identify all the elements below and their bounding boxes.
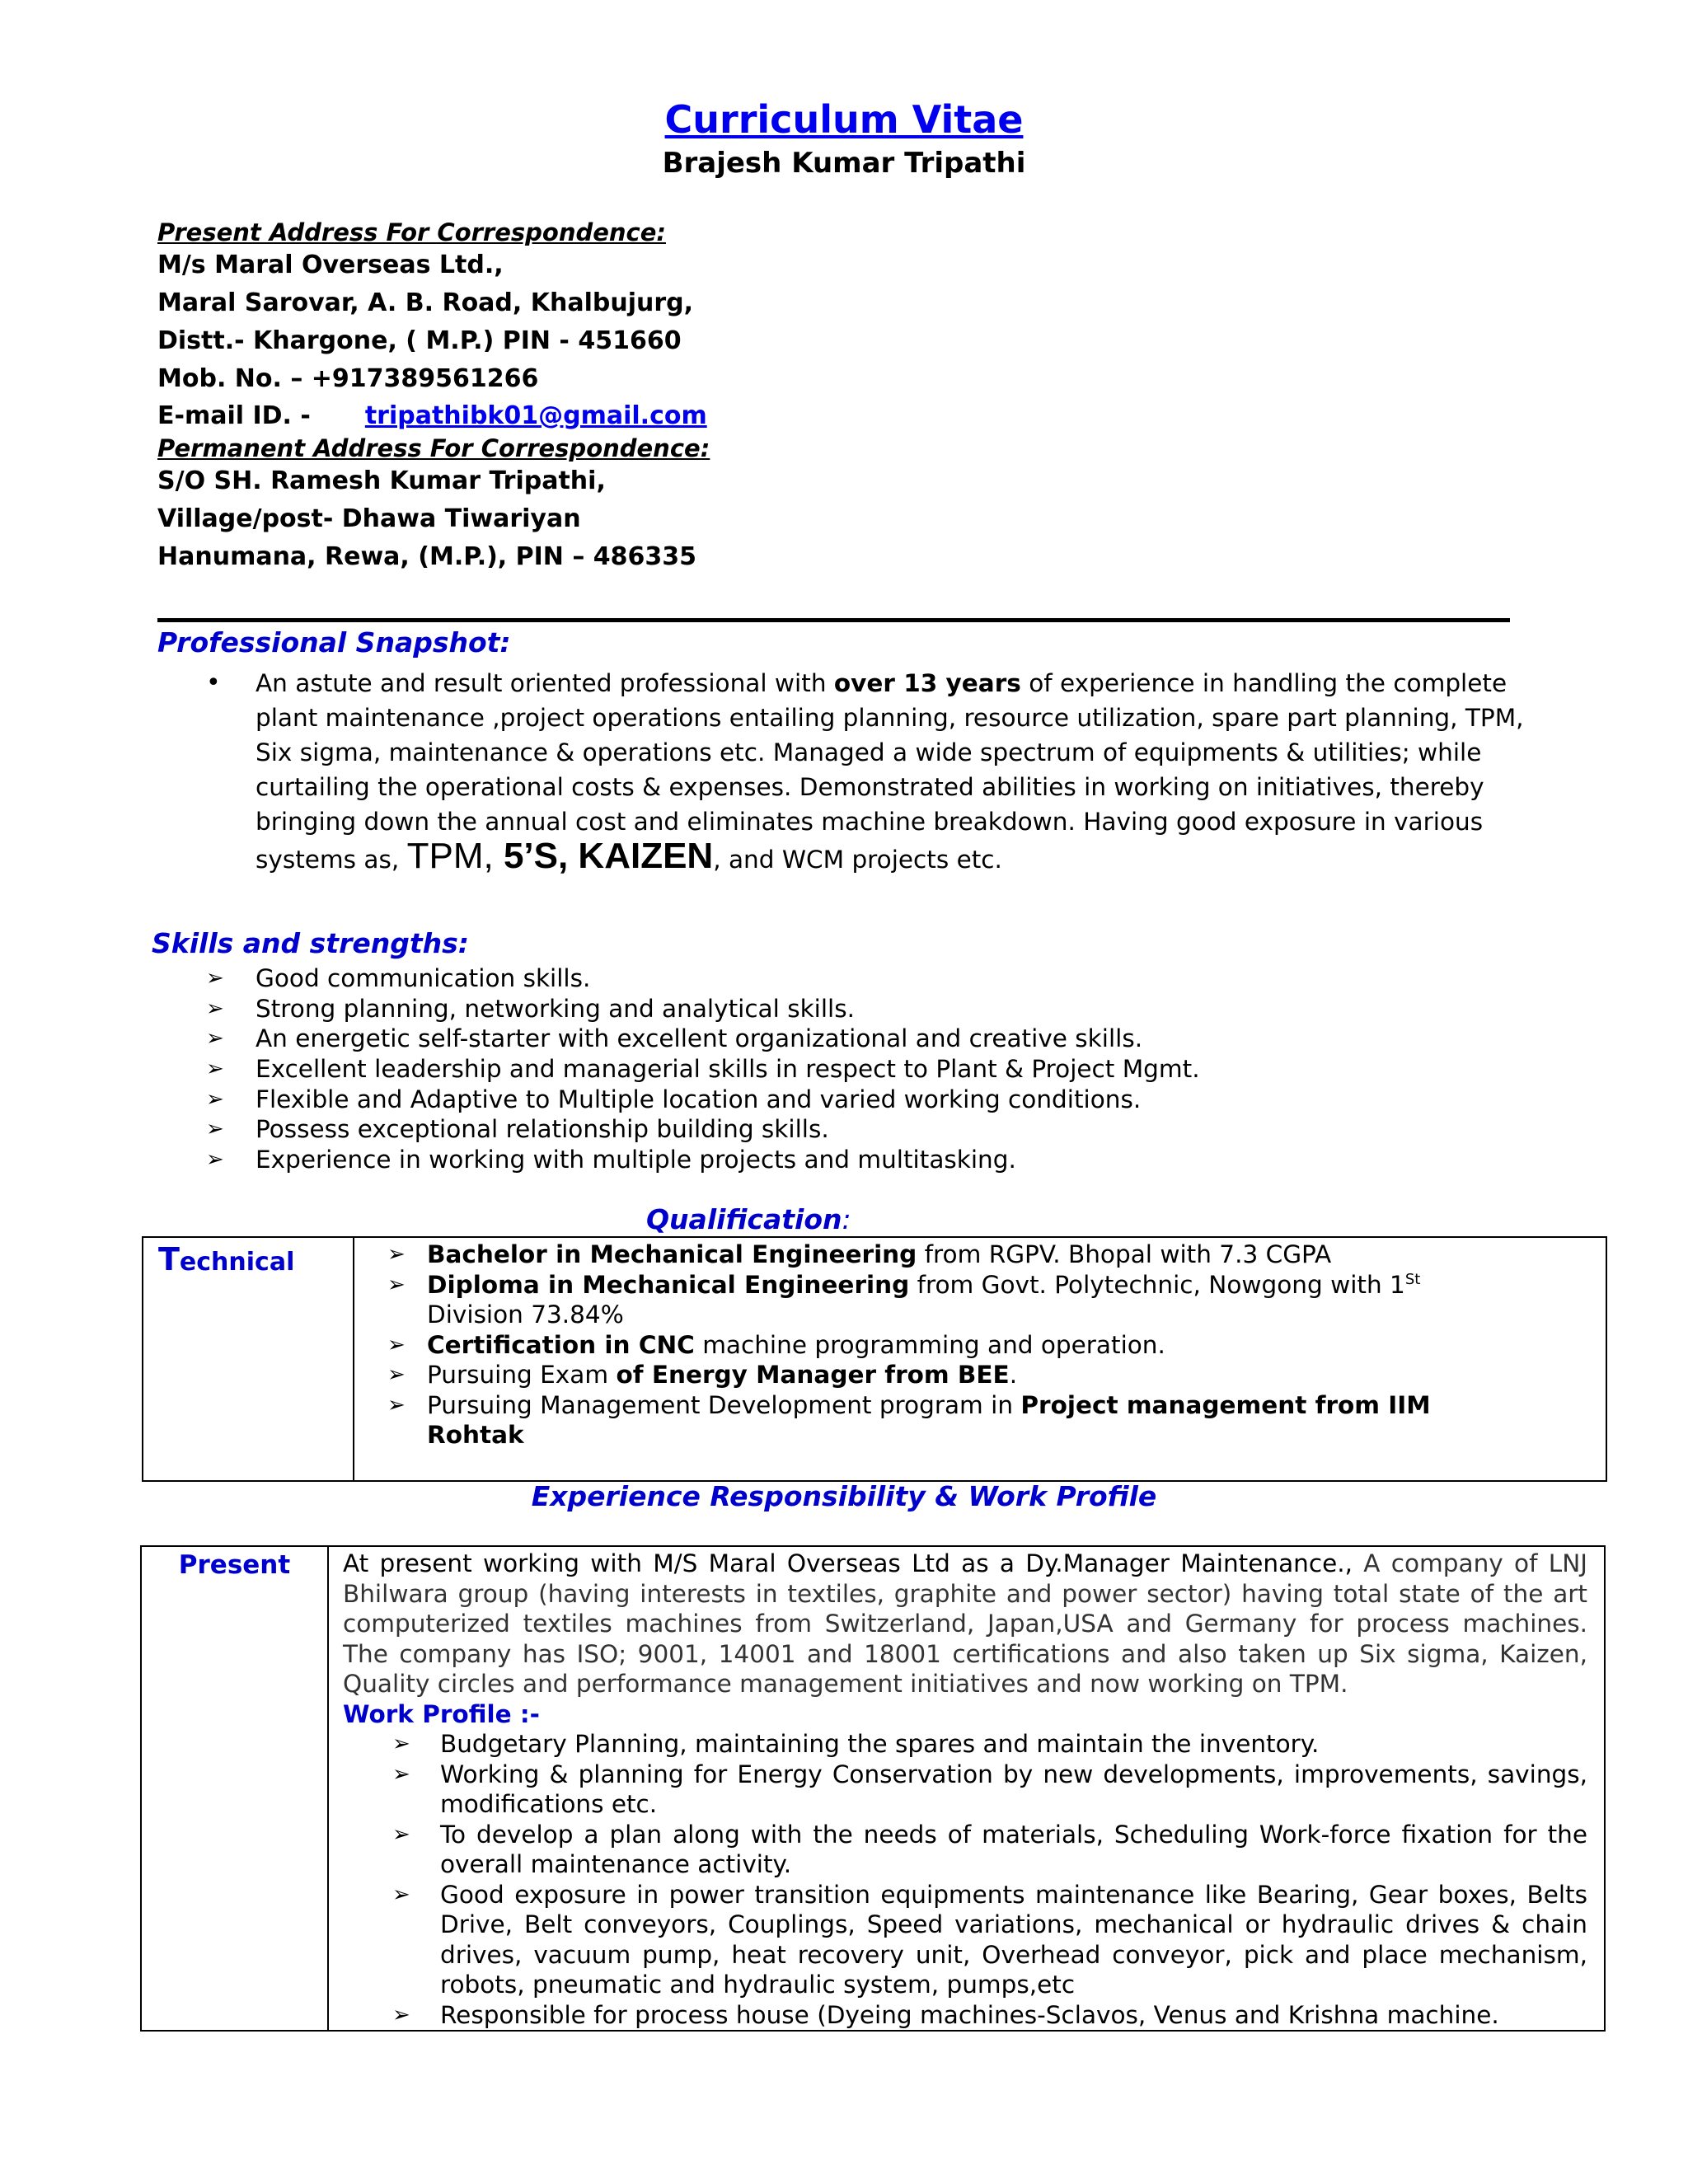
arrow-bullet-icon: ➢ <box>387 1242 406 1267</box>
qual-bold: Bachelor in Mechanical Engineering <box>427 1240 917 1268</box>
skill-text: Possess exceptional relationship building skills. <box>256 1115 829 1144</box>
arrow-bullet-icon: ➢ <box>206 966 224 991</box>
qual-bold: of Energy Manager from BEE <box>616 1361 1010 1389</box>
list-item <box>206 1114 1525 1145</box>
list-item <box>206 1145 1525 1175</box>
section-divider <box>157 618 1510 622</box>
qual-text: from Govt. Polytechnic, Nowgong with 1 <box>909 1270 1405 1299</box>
company-description <box>343 1549 1587 1699</box>
list-item <box>206 1024 1525 1054</box>
label-rest: echnical <box>179 1248 295 1277</box>
present-address-line: M/s Maral Overseas Ltd., <box>157 251 504 279</box>
document-title: Curriculum Vitae <box>664 97 1024 142</box>
qual-text: machine programming and operation. <box>694 1330 1165 1359</box>
list-item <box>343 1880 1587 2000</box>
arrow-bullet-icon: ➢ <box>387 1362 406 1387</box>
list-item <box>206 994 1525 1024</box>
arrow-bullet-icon: ➢ <box>392 1761 410 1787</box>
list-item <box>343 1760 1587 1820</box>
experience-label-cell <box>141 1546 328 2031</box>
arrow-bullet-icon: ➢ <box>206 1117 224 1142</box>
present-address-line: Distt.- Khargone, ( M.P.) PIN - 451660 <box>157 326 682 355</box>
work-text: Good exposure in power transition equipments maintenance like Bearing, Gear boxes, Belts Drive, Belt conveyors, Couplings, Speed variations, mechanical or hydraulic drives & chain drives, vacuum pump, heat recovery unit, Overhead conveyor, pick and place mechanism, robots, pneumatic and hydraulic system, pumps,etc <box>440 1880 1587 1999</box>
arrow-bullet-icon: ➢ <box>206 996 224 1021</box>
qual-text: . <box>1009 1361 1018 1389</box>
label-initial: T <box>158 1241 180 1277</box>
bullet-icon: • <box>206 668 221 697</box>
email-label: E-mail ID. - <box>157 401 311 430</box>
arrow-bullet-icon: ➢ <box>387 1392 406 1418</box>
snapshot-text: of experience in handling the complete plant maintenance ,project operations entailing planning, resource utilization, spare part planning, TPM, Six sigma, maintenance & operations etc. Managed a wide spectrum of equipments & utilities; while curtailing the operational costs & expenses. Demonstrated abilities in working on initiatives, thereby bringing down the annual cost and eliminates machine breakdown. Having good exposure in various systems as, <box>256 669 1524 874</box>
list-item <box>206 963 1525 994</box>
email-link[interactable]: tripathibk01@gmail.com <box>364 401 707 430</box>
permanent-address-line: S/O SH. Ramesh Kumar Tripathi, <box>157 466 606 495</box>
list-item <box>206 1085 1525 1115</box>
qual-text: Pursuing Management Development program in <box>427 1390 1021 1419</box>
company-text: A company of LNJ Bhilwara group (having interests in textiles, graphite and power sector) having total state of the art computerized textiles machines from Switzerland, Japan,USA and Germany for process machines. The company has ISO; 9001, 14001 and 18001 certifications and also taken up Six sigma, Kaizen, Quality circles and performance management initiatives and now working on TPM. <box>343 1549 1588 1698</box>
work-text: Responsible for process house (Dyeing machines-Sclavos, Venus and Krishna machine. <box>440 2000 1499 2029</box>
list-item <box>343 1820 1587 1880</box>
snapshot-highlight: TPM, <box>406 836 504 876</box>
qualification-content-cell <box>354 1237 1606 1481</box>
snapshot-heading: Professional Snapshot: <box>157 626 511 658</box>
qual-text: Pursuing Exam <box>427 1361 617 1389</box>
list-item <box>354 1330 1515 1361</box>
skill-text: Flexible and Adaptive to Multiple location and varied working conditions. <box>256 1085 1142 1113</box>
qual-text: from RGPV. Bhopal with 7.3 CGPA <box>917 1240 1332 1268</box>
qualification-list <box>354 1240 1515 1451</box>
arrow-bullet-icon: ➢ <box>392 1821 410 1847</box>
arrow-bullet-icon: ➢ <box>206 1026 224 1052</box>
address-block <box>157 218 1064 576</box>
arrow-bullet-icon: ➢ <box>206 1057 224 1082</box>
snapshot-text: , and WCM projects etc. <box>713 846 1002 874</box>
list-item <box>206 1054 1525 1085</box>
permanent-address-heading: Permanent Address For Correspondence: <box>157 434 710 462</box>
qualification-heading-text: Qualification <box>646 1203 842 1235</box>
skills-heading: Skills and strengths: <box>152 927 469 959</box>
arrow-bullet-icon: ➢ <box>392 1882 410 1907</box>
qual-bold: Project management from IIM Rohtak <box>427 1390 1431 1449</box>
list-item <box>354 1240 1515 1270</box>
experience-heading: Experience Responsibility & Work Profile <box>531 1480 1157 1512</box>
qual-bold: Diploma in Mechanical Engineering <box>427 1270 910 1299</box>
arrow-bullet-icon: ➢ <box>392 2002 410 2027</box>
present-address-heading: Present Address For Correspondence: <box>157 218 667 246</box>
skill-text: An energetic self-starter with excellent organizational and creative skills. <box>256 1024 1143 1053</box>
list-item <box>343 1729 1587 1760</box>
present-address-line: Maral Sarovar, A. B. Road, Khalbujurg, <box>157 288 694 317</box>
list-item <box>354 1360 1515 1390</box>
mobile-number: Mob. No. – +917389561266 <box>157 364 539 393</box>
role-text: At present working with M/S Maral Overseas Ltd as a Dy.Manager Maintenance., <box>343 1549 1353 1577</box>
arrow-bullet-icon: ➢ <box>387 1272 406 1297</box>
skill-text: Good communication skills. <box>256 964 591 992</box>
snapshot-text: An astute and result oriented professional with <box>256 669 834 697</box>
candidate-name: Brajesh Kumar Tripathi <box>662 147 1026 180</box>
qual-text: Division 73.84% <box>427 1301 624 1329</box>
snapshot-highlight: 5’S, KAIZEN <box>503 836 714 876</box>
work-text: Budgetary Planning, maintaining the spares and maintain the inventory. <box>440 1730 1320 1758</box>
work-text: Working & planning for Energy Conservation by new developments, improvements, savings, modifications etc. <box>440 1760 1587 1818</box>
skills-list <box>206 963 1525 1175</box>
work-profile-heading: Work Profile :- <box>343 1699 540 1728</box>
arrow-bullet-icon: ➢ <box>206 1147 224 1173</box>
list-item <box>343 2000 1587 2031</box>
qualification-colon: : <box>842 1203 851 1235</box>
work-text: To develop a plan along with the needs of materials, Scheduling Work-force fixation for the overall maintenance activity. <box>440 1820 1587 1878</box>
work-profile-list <box>343 1729 1587 2030</box>
skill-text: Excellent leadership and managerial skills in respect to Plant & Project Mgmt. <box>256 1055 1200 1084</box>
experience-label: Present <box>178 1550 291 1580</box>
experience-table <box>140 1545 1606 2032</box>
qualification-table <box>142 1236 1607 1482</box>
skill-text: Strong planning, networking and analytical skills. <box>256 994 855 1023</box>
arrow-bullet-icon: ➢ <box>206 1086 224 1112</box>
qualification-label-cell <box>143 1237 354 1481</box>
snapshot-highlight: over 13 years <box>833 669 1021 697</box>
arrow-bullet-icon: ➢ <box>392 1732 410 1756</box>
permanent-address-line: Hanumana, Rewa, (M.P.), PIN – 486335 <box>157 542 697 571</box>
qualification-heading <box>646 1203 851 1235</box>
list-item <box>354 1270 1515 1330</box>
experience-content-cell <box>328 1546 1605 2031</box>
qual-sup: St <box>1404 1270 1421 1288</box>
qual-bold: Certification in CNC <box>427 1330 695 1359</box>
snapshot-paragraph <box>206 666 1558 877</box>
permanent-address-line: Village/post- Dhawa Tiwariyan <box>157 504 581 533</box>
email-row <box>157 398 1064 434</box>
skill-text: Experience in working with multiple projects and multitasking. <box>256 1146 1016 1174</box>
list-item <box>354 1390 1515 1451</box>
qualification-label <box>158 1241 295 1277</box>
arrow-bullet-icon: ➢ <box>387 1332 406 1357</box>
